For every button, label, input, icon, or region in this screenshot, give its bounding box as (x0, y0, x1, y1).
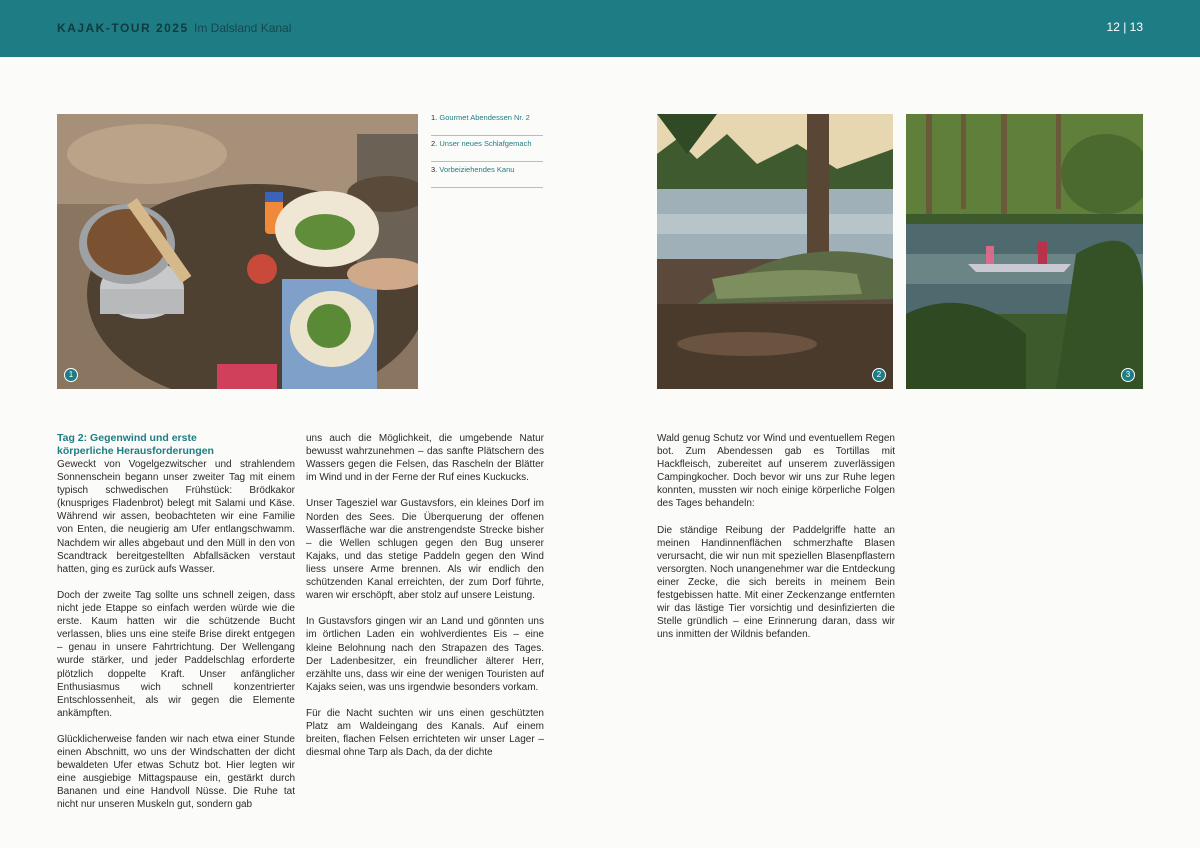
canoe-photo (906, 114, 1143, 389)
header-bar (0, 0, 1200, 57)
article-column-3 (657, 432, 895, 642)
paragraph: Doch der zweite Tag sollte uns schnell zeigen, dass nicht jede Etappe so einfach werden würde wie die erste. Kaum hatten wir die schützende Bucht verlassen, blies uns eine steife Brise direkt entgegen – genau in unsere Fahrtrichtung. Der Wellengang wurde stärker, und jeder Paddelschlag erforderte plötzlich doppelte Kraft. Unser anfänglicher Enthusiasmus wich schnell konzentrierter Entschlossenheit, als wir gegen die Elemente ankämpften. (57, 589, 295, 719)
paragraph: Unser Tagesziel war Gustavsfors, ein kleines Dorf im Norden des Sees. Die Überquerung der offenen Wasserfläche war die anstrengendste Strecke bisher – die Wellen schlugen gegen den Bug unserer Kajaks, und das stetige Paddeln gegen den Wind liess unsere Arme brennen. Als wir endlich den schützenden Kanal erreichten, der zum Dorf führte, waren wir erschöpft, aber stolz auf unsere Leistung. (306, 498, 544, 602)
caption-item (431, 110, 543, 136)
caption-text: Gourmet Abendessen Nr. 2 (439, 113, 530, 122)
heading-line-1: Tag 2: Gegenwind und erste (57, 432, 197, 444)
caption-number: 1. (431, 113, 438, 122)
magazine-title: KAJAK-TOUR 2025 (57, 21, 189, 35)
canoe-photo-image (906, 114, 1143, 389)
heading-line-2: körperliche Herausforderungen (57, 445, 214, 457)
paragraph: uns auch die Möglichkeit, die umgebende Natur bewusst wahrzunehmen – das sanfte Plätschern des Wassers gegen die Felsen, das Rascheln der Blätter im Wind und in der Ferne der Ruf eines Kuckucks. (306, 433, 544, 484)
paragraph: Glücklicherweise fanden wir nach etwa einer Stunde einen Abschnitt, wo uns der Windschatten der dicht bewaldeten Ufer etwas Schutz bot. Hier legten wir eine ausgiebige Mittagspause ein, gestärkt durch Bananen und eine Handvoll Nüsse. Die Ruhe tat nicht nur unseren Muskeln gut, sondern gab (57, 733, 295, 811)
food-photo-image (57, 114, 418, 389)
camp-photo-image (657, 114, 893, 389)
paragraph: In Gustavsfors gingen wir an Land und gönnten uns im örtlichen Laden ein wohlverdientes Eis – eine kleine Belohnung nach den Strapazen des Tages. Der Ladenbesitzer, ein freundlicher älterer Herr, erzählte uns, dass wir eine der wenigen Touristen auf Kajaks seien, was uns irgendwie besonders vorkam. (306, 616, 544, 693)
article-heading (57, 432, 295, 458)
caption-number: 3. (431, 165, 438, 174)
caption-text: Unser neues Schlafgemach (439, 139, 532, 148)
caption-item (431, 136, 543, 162)
article-column-1 (57, 432, 295, 812)
photo-number-badge: 1 (64, 368, 78, 382)
section-subtitle: Im Dalsland Kanal (194, 21, 292, 35)
paragraph: Für die Nacht suchten wir uns einen geschützten Platz am Waldeingang des Kanals. Auf einem breiten, flachen Felsen errichteten wir unser Lager – diesmal ohne Tarp als Dach, da der dichte (306, 707, 544, 759)
paragraph: Die ständige Reibung der Paddelgriffe hatte an meinen Handinnenflächen schmerzhafte Blasen verursacht, die wir nun mit speziellen Blasenpflastern versorgten. Noch unangenehmer war die Entdeckung einer Zecke, die sich bereits in meinem Bein festgebissen hatte. Mit einer Zeckenzange entfernten wir das lästige Tier vorsichtig und desinfizierten die Stelle gründlich – eine Erinnerung daran, dass wir uns inmitten der Wildnis befanden. (657, 524, 895, 641)
article-column-2 (306, 432, 544, 759)
caption-text: Vorbeiziehendes Kanu (439, 165, 515, 174)
paragraph: Wald genug Schutz vor Wind und eventuellem Regen bot. Zum Abendessen gab es Tortillas mit Hackfleisch, zubereitet auf unserem zuverlässigen Campingkocher. Doch bevor wir uns zur Ruhe legen konnten, mussten wir noch einige körperliche Folgen des Tages behandeln: (657, 433, 895, 510)
page-numbers: 12 | 13 (1106, 20, 1143, 34)
food-photo (57, 114, 418, 389)
photo-number-badge: 3 (1121, 368, 1135, 382)
camp-photo (657, 114, 893, 389)
photo-captions (431, 110, 543, 188)
paragraph: Geweckt von Vogelgezwitscher und strahlendem Sonnenschein begann unser zweiter Tag mit einem typisch schwedischen Frühstück: Brödkakor (knuspriges Fladenbrot) belegt mit Salami und Käse. Während wir assen, beobachteten wir eine Familie von Enten, die neugierig am Ufer entlangschwamm. Nachdem wir alles abgebaut und den Müll in den von Scandtrack bereitgestellten Abfallsäcken verstaut hatten, ging es zurück aufs Wasser. (57, 459, 295, 575)
caption-item (431, 162, 543, 188)
caption-number: 2. (431, 139, 438, 148)
photo-number-badge: 2 (872, 368, 886, 382)
